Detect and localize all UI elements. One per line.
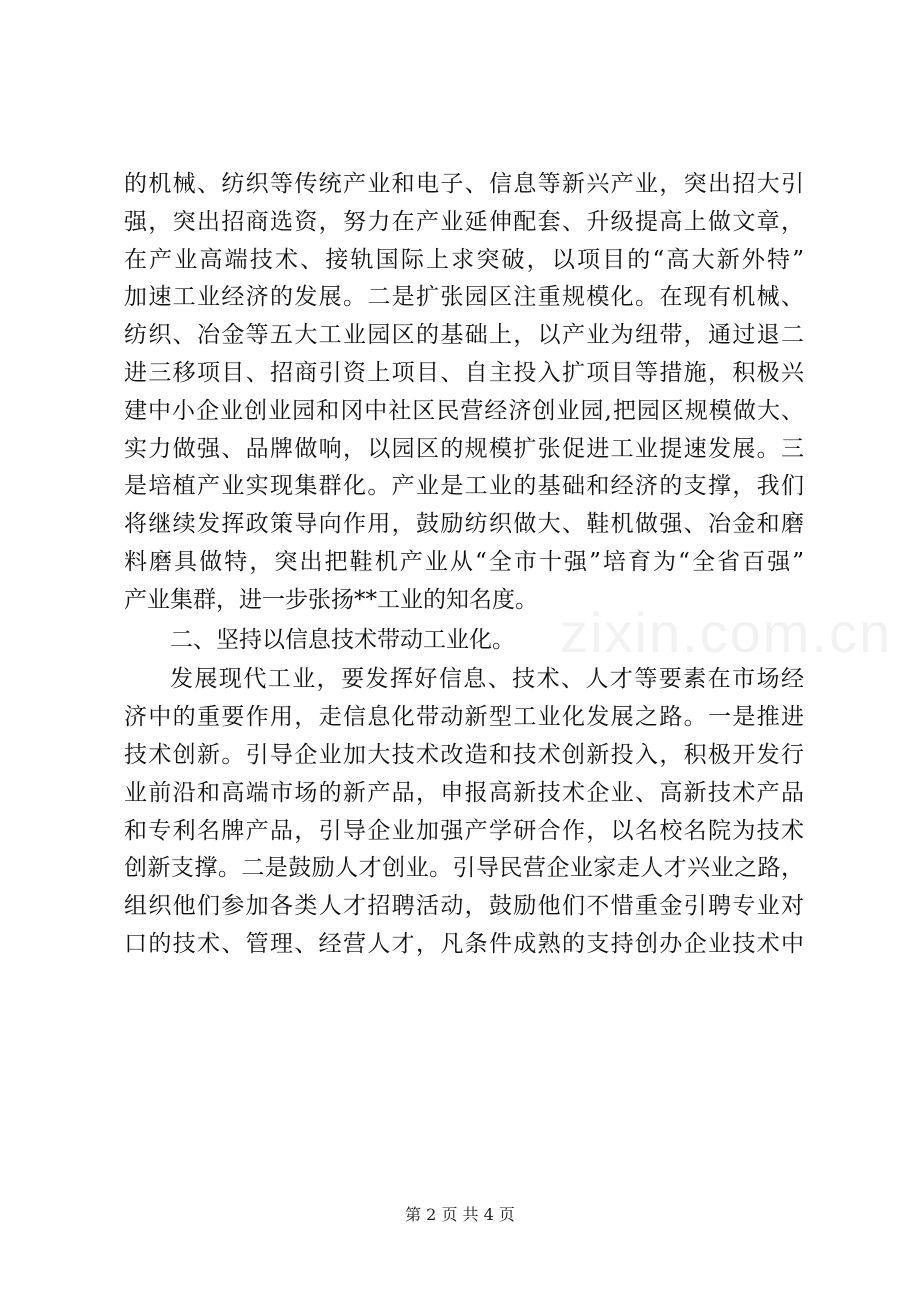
text-line: 料磨具做特，突出把鞋机产业从“全市十强”培育为“全省百强” bbox=[124, 548, 804, 575]
text-line: 强，突出招商选资，努力在产业延伸配套、升级提高上做文章， bbox=[124, 208, 804, 235]
text-line: 组织他们参加各类人才招聘活动，鼓励他们不惜重金引聘专业对 bbox=[124, 893, 804, 920]
document-body bbox=[124, 166, 804, 964]
section-heading: 二、坚持以信息技术带动工业化。 bbox=[170, 626, 515, 653]
text-line: 进三移项目、招商引资上项目、自主投入扩项目等措施，积极兴 bbox=[124, 359, 804, 386]
text-line: 建中小企业创业园和冈中社区民营经济创业园,把园区规模做大、 bbox=[124, 397, 804, 424]
text-line: 创新支撑。二是鼓励人才创业。引导民营企业家走人才兴业之路， bbox=[124, 855, 804, 882]
paragraph-2 bbox=[124, 661, 804, 963]
text-line: 业前沿和高端市场的新产品，申报高新技术企业、高新技术产品 bbox=[124, 779, 804, 806]
text-line: 产业集群，进一步张扬**工业的知名度。 bbox=[124, 586, 538, 613]
text-line: 技术创新。引导企业加大技术改造和技术创新投入，积极开发行 bbox=[124, 741, 804, 768]
text-line: 在产业高端技术、接轨国际上求突破，以项目的“高大新外特” bbox=[124, 246, 804, 273]
text-line: 实力做强、品牌做响，以园区的规模扩张促进工业提速发展。三 bbox=[124, 435, 804, 462]
paragraph-1 bbox=[124, 166, 804, 620]
text-line: 和专利名牌产品，引导企业加强产学研合作，以名校名院为技术 bbox=[124, 817, 804, 844]
text-line: 纺织、冶金等五大工业园区的基础上，以产业为纽带，通过退二 bbox=[124, 322, 804, 349]
text-line: 济中的重要作用，走信息化带动新型工业化发展之路。一是推进 bbox=[124, 704, 804, 731]
text-line: 的机械、纺织等传统产业和电子、信息等新兴产业，突出招大引 bbox=[124, 171, 804, 197]
text-line: 是培植产业实现集群化。产业是工业的基础和经济的支撑，我们 bbox=[124, 473, 804, 500]
text-line: 加速工业经济的发展。二是扩张园区注重规模化。在现有机械、 bbox=[124, 284, 804, 311]
text-line: 将继续发挥政策导向作用，鼓励纺织做大、鞋机做强、冶金和磨 bbox=[124, 511, 804, 538]
text-line: 发展现代工业，要发挥好信息、技术、人才等要素在市场经 bbox=[170, 666, 804, 693]
page-number-footer: 第 2 页 共 4 页 bbox=[405, 1205, 515, 1224]
text-line: 口的技术、管理、经营人才，凡条件成熟的支持创办企业技术中 bbox=[124, 930, 804, 957]
watermark: zixin.com.cn bbox=[560, 601, 893, 664]
